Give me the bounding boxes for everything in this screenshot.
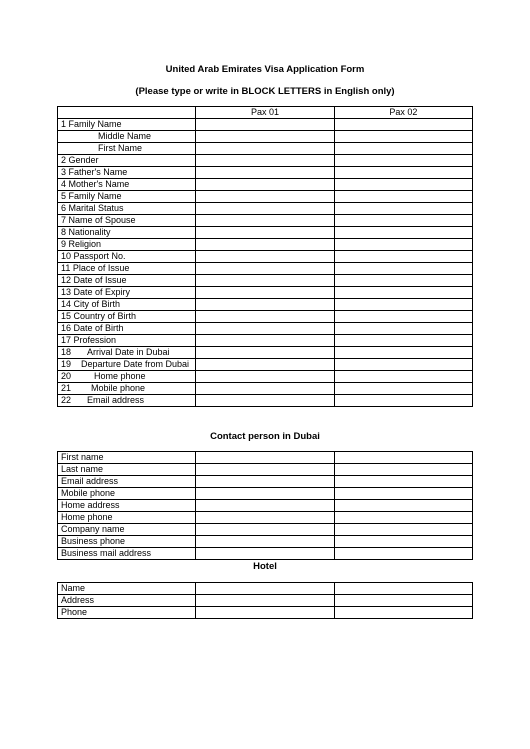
pax-02-cell[interactable] [334,275,472,287]
row-number: 20 [61,371,72,381]
pax-02-cell[interactable] [334,251,472,263]
row-label: 13 Date of Expiry [58,287,196,299]
table-row [58,263,473,275]
pax-01-cell[interactable] [196,227,334,239]
table-row [58,476,473,488]
row-text: Mobile phone [91,383,146,393]
pax-02-cell[interactable] [334,131,472,143]
pax-02-cell[interactable] [334,452,472,464]
table-row [58,464,473,476]
table-row [58,215,473,227]
row-label: 1 Family Name [58,119,196,131]
pax-02-cell[interactable] [334,167,472,179]
pax-02-cell[interactable] [334,583,472,595]
row-number: 21 [61,383,72,393]
row-text: Arrival Date in Dubai [87,347,170,357]
row-label: Company name [58,524,196,536]
pax-02-cell[interactable] [334,536,472,548]
pax-01-cell[interactable] [196,536,334,548]
row-label [58,395,196,407]
pax-02-cell[interactable] [334,395,472,407]
row-label: 9 Religion [58,239,196,251]
pax-01-cell[interactable] [196,383,334,395]
table-row [58,607,473,619]
table-row [58,227,473,239]
table-row [58,203,473,215]
pax-01-cell[interactable] [196,583,334,595]
pax-01-cell[interactable] [196,239,334,251]
pax-02-cell[interactable] [334,299,472,311]
pax-01-cell[interactable] [196,203,334,215]
table-row [58,299,473,311]
pax-01-cell[interactable] [196,395,334,407]
table-row [58,167,473,179]
row-label: 17 Profession [58,335,196,347]
pax-02-cell[interactable] [334,335,472,347]
pax-01-cell[interactable] [196,263,334,275]
pax-01-cell[interactable] [196,335,334,347]
pax-02-cell[interactable] [334,323,472,335]
row-label [58,371,196,383]
table-row [58,275,473,287]
form-subtitle: (Please type or write in BLOCK LETTERS in English only) [135,86,395,97]
row-label: 6 Marital Status [58,203,196,215]
row-label: 7 Name of Spouse [58,215,196,227]
row-label: Phone [58,607,196,619]
pax-02-cell[interactable] [334,191,472,203]
pax-01-cell[interactable] [196,524,334,536]
table-row [58,335,473,347]
table-row [58,119,473,131]
row-label [58,383,196,395]
pax-01-cell[interactable] [196,323,334,335]
table-row [58,347,473,359]
row-label: Name [58,583,196,595]
pax-02-cell[interactable] [334,203,472,215]
row-number: 18 [61,347,72,357]
header-pax-01: Pax 01 [196,107,334,119]
pax-02-cell[interactable] [334,155,472,167]
table-row [58,488,473,500]
table-row [58,191,473,203]
row-label [58,359,196,371]
table-row [58,512,473,524]
row-label: Home address [58,500,196,512]
pax-01-cell[interactable] [196,167,334,179]
pax-01-cell[interactable] [196,299,334,311]
table-row [58,452,473,464]
pax-01-cell[interactable] [196,500,334,512]
pax-01-cell[interactable] [196,464,334,476]
pax-01-cell[interactable] [196,215,334,227]
pax-02-cell[interactable] [334,383,472,395]
table-row [58,583,473,595]
pax-01-cell[interactable] [196,275,334,287]
pax-02-cell[interactable] [334,607,472,619]
table-row [58,500,473,512]
table-row [58,371,473,383]
row-label: First Name [58,143,196,155]
table-row [58,287,473,299]
row-label: First name [58,452,196,464]
pax-02-cell[interactable] [334,464,472,476]
applicants-table [57,106,473,407]
pax-01-cell[interactable] [196,179,334,191]
header-pax-02: Pax 02 [334,107,472,119]
pax-02-cell[interactable] [334,359,472,371]
hotel-table [57,582,473,619]
row-text: Email address [87,395,145,405]
pax-01-cell[interactable] [196,548,334,560]
row-label: Address [58,595,196,607]
pax-02-cell[interactable] [334,371,472,383]
row-label: Middle Name [58,131,196,143]
row-label: Business mail address [58,548,196,560]
row-label: 12 Date of Issue [58,275,196,287]
pax-02-cell[interactable] [334,476,472,488]
table-header-row [58,107,473,119]
contact-table [57,451,473,560]
pax-02-cell[interactable] [334,512,472,524]
hotel-section-title: Hotel [253,561,277,572]
pax-02-cell[interactable] [334,239,472,251]
table-row [58,179,473,191]
pax-01-cell[interactable] [196,488,334,500]
contact-section-title: Contact person in Dubai [210,431,320,442]
pax-01-cell[interactable] [196,251,334,263]
pax-01-cell[interactable] [196,595,334,607]
table-row [58,595,473,607]
row-label: 11 Place of Issue [58,263,196,275]
table-row [58,143,473,155]
table-row [58,359,473,371]
table-row [58,131,473,143]
pax-02-cell[interactable] [334,215,472,227]
pax-01-cell[interactable] [196,143,334,155]
pax-01-cell[interactable] [196,287,334,299]
pax-02-cell[interactable] [334,179,472,191]
pax-02-cell[interactable] [334,119,472,131]
table-row [58,548,473,560]
pax-02-cell[interactable] [334,311,472,323]
pax-01-cell[interactable] [196,607,334,619]
pax-02-cell[interactable] [334,595,472,607]
table-row [58,251,473,263]
table-row [58,524,473,536]
pax-01-cell[interactable] [196,452,334,464]
table-row [58,323,473,335]
pax-01-cell[interactable] [196,359,334,371]
pax-01-cell[interactable] [196,119,334,131]
form-title: United Arab Emirates Visa Application Form [165,64,365,75]
pax-01-cell[interactable] [196,512,334,524]
header-blank [58,107,196,119]
row-label: Email address [58,476,196,488]
pax-02-cell[interactable] [334,488,472,500]
row-text: Departure Date from Dubai [81,359,190,369]
table-row [58,395,473,407]
row-text: Home phone [94,371,146,381]
pax-02-cell[interactable] [334,548,472,560]
table-row [58,536,473,548]
row-label: Last name [58,464,196,476]
pax-02-cell[interactable] [334,287,472,299]
pax-01-cell[interactable] [196,347,334,359]
row-label: 8 Nationality [58,227,196,239]
pax-02-cell[interactable] [334,347,472,359]
row-number: 22 [61,395,72,405]
pax-01-cell[interactable] [196,191,334,203]
row-label [58,347,196,359]
pax-01-cell[interactable] [196,131,334,143]
row-label: 16 Date of Birth [58,323,196,335]
pax-01-cell[interactable] [196,311,334,323]
pax-01-cell[interactable] [196,371,334,383]
row-label: 4 Mother's Name [58,179,196,191]
pax-02-cell[interactable] [334,227,472,239]
pax-02-cell[interactable] [334,263,472,275]
row-label: Home phone [58,512,196,524]
table-row [58,239,473,251]
pax-02-cell[interactable] [334,524,472,536]
row-label: 10 Passport No. [58,251,196,263]
row-label: Mobile phone [58,488,196,500]
row-label: 2 Gender [58,155,196,167]
pax-02-cell[interactable] [334,143,472,155]
row-label: 14 City of Birth [58,299,196,311]
table-row [58,311,473,323]
row-number: 19 [61,359,72,369]
row-label: 3 Father's Name [58,167,196,179]
pax-01-cell[interactable] [196,155,334,167]
table-row [58,155,473,167]
row-label: Business phone [58,536,196,548]
row-label: 5 Family Name [58,191,196,203]
pax-01-cell[interactable] [196,476,334,488]
table-row [58,383,473,395]
pax-02-cell[interactable] [334,500,472,512]
row-label: 15 Country of Birth [58,311,196,323]
